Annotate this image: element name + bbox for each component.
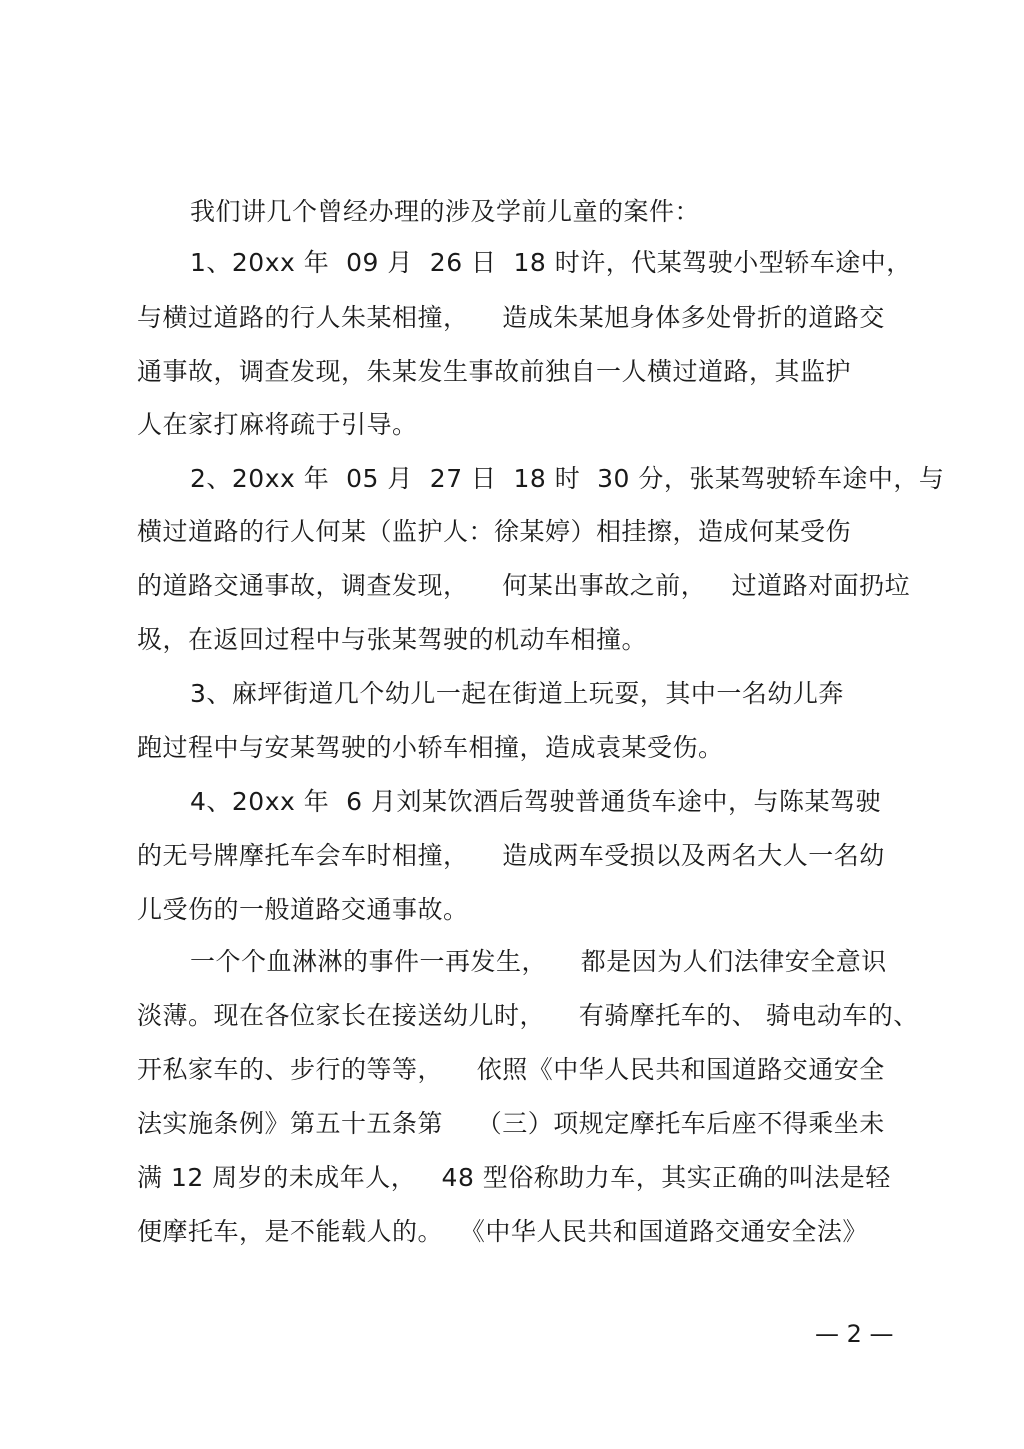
case-2-line-3: 的道路交通事故，调查发现， 何某出事故之前， 过道路对面扔垃 (137, 571, 911, 600)
case-3-line-1: 3、麻坪街道几个幼儿一起在街道上玩耍，其中一名幼儿奔 (190, 679, 844, 708)
case-1-line-2: 与横过道路的行人朱某相撞， 造成朱某旭身体多处骨折的道路交 (137, 303, 885, 332)
case-1-line-1: 1、20xx 年 09 月 26 日 18 时许，代某驾驶小型轿车途中， (190, 248, 912, 277)
case-4-line-3: 儿受伤的一般道路交通事故。 (137, 895, 469, 924)
conclusion-line-5: 满 12 周岁的未成年人， 48 型俗称助力车，其实正确的叫法是轻 (137, 1163, 891, 1192)
case-3-line-2: 跑过程中与安某驾驶的小轿车相撞，造成袁某受伤。 (137, 733, 724, 762)
conclusion-line-4: 法实施条例》第五十五条第 （三）项规定摩托车后座不得乘坐未 (137, 1109, 885, 1138)
case-2-line-2: 横过道路的行人何某（监护人：徐某婷）相挂擦，造成何某受伤 (137, 517, 852, 546)
conclusion-line-1: 一个个血淋淋的事件一再发生， 都是因为人们法律安全意识 (190, 947, 887, 976)
page-number: — 2 — (815, 1320, 894, 1348)
conclusion-line-6: 便摩托车，是不能载人的。 《中华人民共和国道路交通安全法》 (137, 1217, 868, 1246)
case-2-line-1: 2、20xx 年 05 月 27 日 18 时 30 分，张某驾驶轿车途中，与 (190, 464, 945, 493)
case-4-line-1: 4、20xx 年 6 月刘某饮酒后驾驶普通货车途中，与陈某驾驶 (190, 787, 882, 816)
case-1-line-3: 通事故，调查发现，朱某发生事故前独自一人横过道路，其监护 (137, 357, 852, 386)
case-4-line-2: 的无号牌摩托车会车时相撞， 造成两车受损以及两名大人一名幼 (137, 841, 885, 870)
paragraph-intro-line: 我们讲几个曾经办理的涉及学前儿童的案件： (190, 197, 701, 226)
case-2-line-4: 圾，在返回过程中与张某驾驶的机动车相撞。 (137, 625, 648, 654)
conclusion-line-2: 淡薄。现在各位家长在接送幼儿时， 有骑摩托车的、 骑电动车的、 (137, 1001, 919, 1030)
case-1-line-4: 人在家打麻将疏于引导。 (137, 410, 418, 439)
conclusion-line-3: 开私家车的、步行的等等， 依照《中华人民共和国道路交通安全 (137, 1055, 885, 1084)
